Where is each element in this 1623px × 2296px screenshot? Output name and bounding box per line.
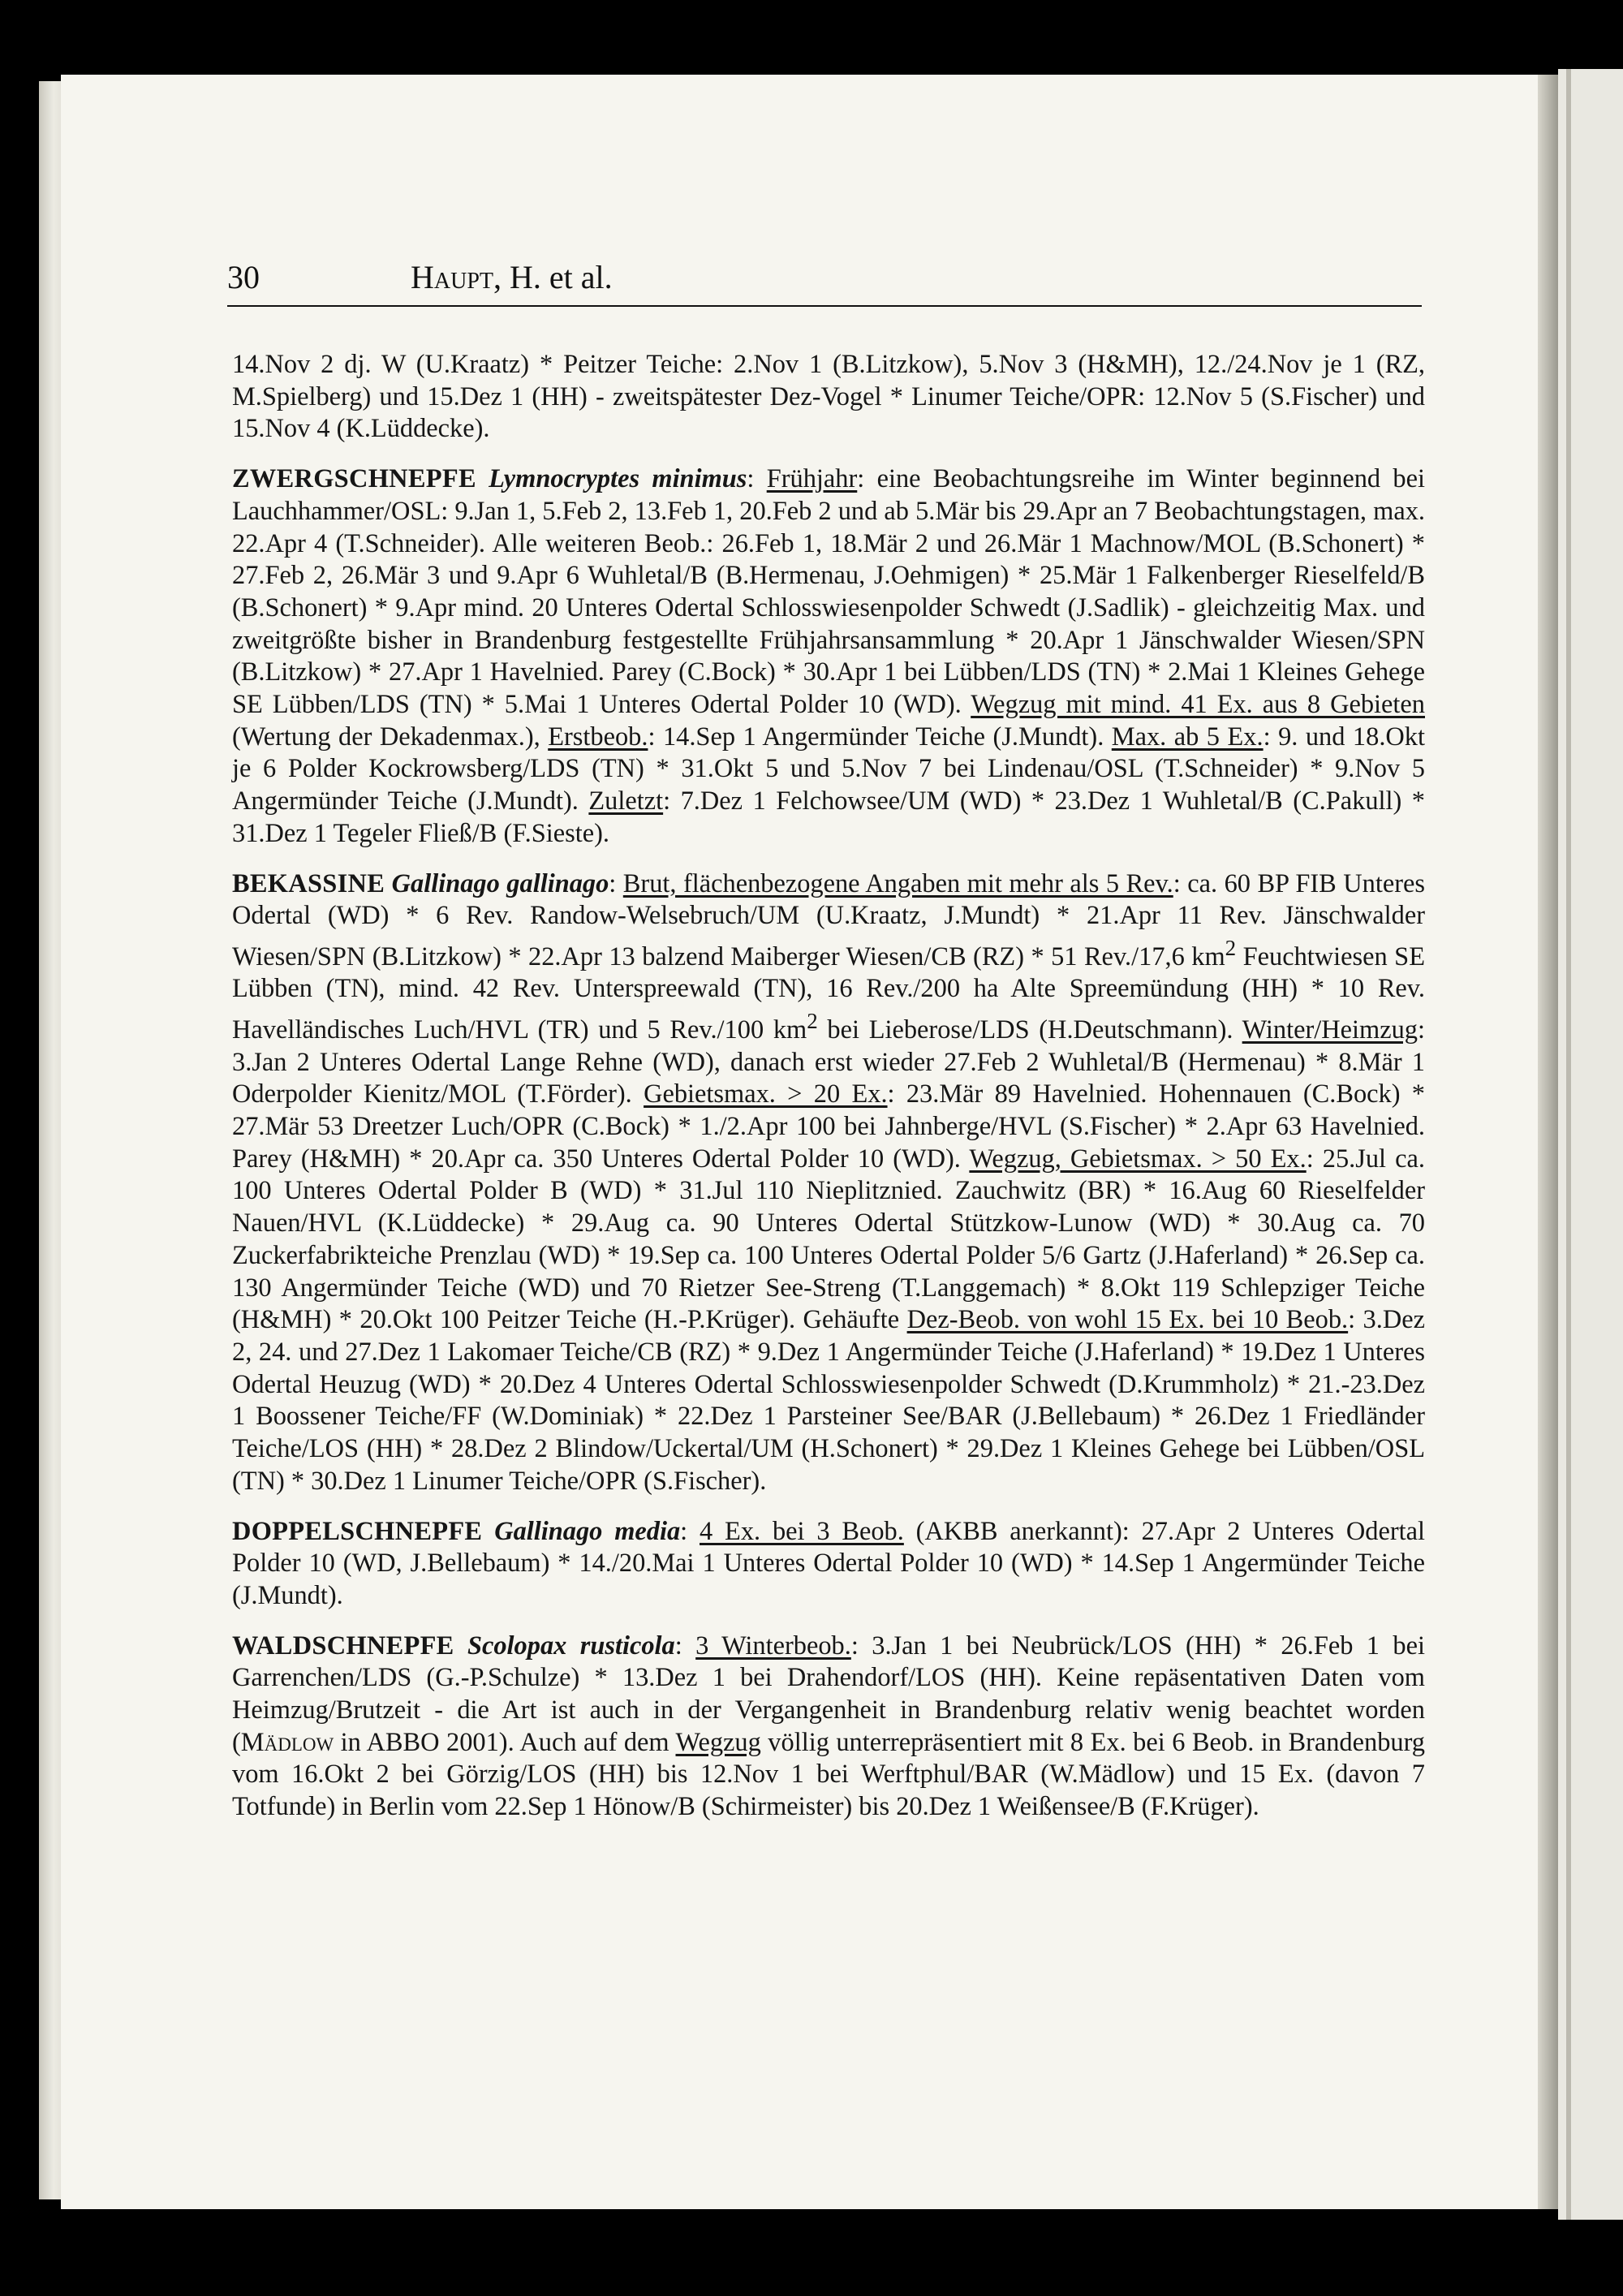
species-latin-name: Gallinago media xyxy=(494,1516,681,1546)
species-name: ZWERGSCHNEPFE xyxy=(232,464,476,494)
section-label: Erstbeob. xyxy=(548,722,648,752)
section-label: Wegzug mit mind. 41 Ex. aus 8 Gebieten xyxy=(971,690,1425,720)
citation-author: Mädlow xyxy=(240,1727,334,1757)
paragraph-continuation xyxy=(232,349,1425,446)
section-label: 3 Winterbeob. xyxy=(695,1630,851,1661)
section-label: Dez-Beob. von wohl 15 Ex. bei 10 Beob. xyxy=(906,1305,1349,1335)
entry-text: : ca. 60 BP FIB Unteres Odertal (WD) * 6 Rev. Randow-Welsebruch/UM (U.Kraatz, J.Mundt) * 21.Apr 11 Rev. Jänschwalder Wiesen/SPN (B.Litzkow) * 22.Apr 13 balzend Maiberger Wiesen/CB (RZ) * 51 Rev./17,6 km xyxy=(232,868,1425,971)
entry-text: (Wertung der Dekadenmax.), xyxy=(232,722,549,752)
page-gutter-shadow xyxy=(1538,75,1558,2209)
section-label: Frühjahr xyxy=(766,464,858,494)
section-label: Winter/Heimzug xyxy=(1242,1014,1418,1045)
entry-text: (AKBB anerkannt): 27.Apr 2 Unteres Odertal Polder 10 (WD, J.Bellebaum) * 14./20.Mai 1 Unteres Odertal Polder 10 (WD) * 14.Sep 1 Angermünder Teiche (J.Mundt). xyxy=(232,1516,1425,1610)
entry-text: : 3.Jan 2 Unteres Odertal Lange Rehne (WD), danach erst wieder 27.Feb 2 Wuhletal/B (Hermenau) * 8.Mär 1 Oderpolder Kienitz/MOL (T.Förder). xyxy=(232,1014,1425,1109)
entry-text: in ABBO 2001). Auch auf dem xyxy=(334,1727,676,1757)
species-latin-name: Lymnocryptes minimus xyxy=(489,464,747,494)
entry-text: : 14.Sep 1 Angermünder Teiche (J.Mundt). xyxy=(648,722,1112,752)
species-entry-doppelschnepfe: DOPPELSCHNEPFE Gallinago media: 4 Ex. bei 3 Beob. (AKBB anerkannt): 27.Apr 2 Unteres Odertal Polder 10 (WD, J.Bellebaum) * 14./20.Mai 1 Unteres Odertal Polder 10 (WD) * 14.Sep 1 Angermünder Teiche (J.Mundt). xyxy=(232,1516,1425,1610)
entry-text: : eine Beobachtungsreihe im Winter beginnend bei Lauchhammer/OSL: 9.Jan 1, 5.Feb 2, 13.Feb 1, 20.Feb 2 und ab 5.Mär bis 29.Apr an 7 Beobachtungstagen, max. 22.Apr 4 (T.Schneider). Alle weiteren Beob.: 26.Feb 1, 18.Mär 2 und 26.Mär 1 Machnow/MOL (B.Schonert) * 27.Feb 2, 26.Mär 3 und 9.Apr 6 Wuhletal/B (B.Hermenau, J.Oehmigen) * 25.Mär 1 Falkenberger Rieselfeld/B (B.Schonert) * 9.Apr mind. 20 Unteres Odertal Schlosswiesenpolder Schwedt (J.Sadlik) - gleichzeitig Max. und zweitgrößte bisher in Brandenburg festgestellte Frühjahrsansammlung * 20.Apr 1 Jänschwalder Wiesen/SPN (B.Litzkow) * 27.Apr 1 Havelnied. Parey (C.Bock) * 30.Apr 1 bei Lübben/LDS (TN) * 2.Mai 1 Kleines Gehege SE Lübben/LDS (TN) * 5.Mai 1 Unteres Odertal Polder 10 (WD). xyxy=(232,464,1425,720)
species-entry-bekassine: BEKASSINE Gallinago gallinago: Brut, flächenbezogene Angaben mit mehr als 5 Rev.: ca. 60 BP FIB Unteres Odertal (WD) * 6 Rev. Randow-Welsebruch/UM (U.Kraatz, J.Mundt) * 21.Apr 11 Rev. Jänschwalder Wiesen/SPN (B.Litzkow) * 22.Apr 13 balzend Maiberger Wiesen/CB (RZ) * 51 Rev./17,6 $km^2$ Feuchtwiesen SE Lübben (TN), mind. 42 Rev. Unterspreewald (TN), 16 Rev./200 ha Alte Spreemündung (HH) * 10 Rev. Havelländisches Luch/HVL (TR) und 5 Rev./100 $km^2$ bei Lieberose/LDS (H.Deutschmann). Winter/Heimzug: 3.Jan 2 Unteres Odertal Lange Rehne (WD), danach erst wieder 27.Feb 2 Wuhletal/B (Hermenau) * 8.Mär 1 Oderpolder Kienitz/MOL (T.Förder). Gebietsmax. > 20 Ex.: 23.Mär 89 Havelnied. Hohennauen (C.Bock) * 27.Mär 53 Dreetzer Luch/OPR (C.Bock) * 1./2.Apr 100 bei Jahnberge/HVL (S.Fischer) * 2.Apr 63 Havelnied. Parey (H&MH) * 20.Apr ca. 350 Unteres Odertal Polder 10 (WD). Wegzug, Gebietsmax. > 50 Ex.: 25.Jul ca. 100 Unteres Odertal Polder B (WD) * 31.Jul 110 Nieplitznied. Zauchwitz (BR) * 16.Aug 60 Rieselfelder Nauen/HVL (K.Lüddecke) * 29.Aug ca. 90 Unteres Odertal Stützkow-Lunow (WD) * 30.Aug ca. 70 Zuckerfabrikteiche Prenzlau (WD) * 19.Sep ca. 100 Unteres Odertal Polder 5/6 Gartz (J.Haferland) * 26.Sep ca. 130 Angermünder Teiche (WD) und 70 Rietzer See-Streng (T.Langgemach) * 8.Okt 119 Schlepziger Teiche (H&MH) * 20.Okt 100 Peitzer Teiche (H.-P.Krüger). Gehäufte Dez-Beob. von wohl 15 Ex. bei 10 Beob.: 3.Dez 2, 24. und 27.Dez 1 Lakomaer Teiche/CB (RZ) * 9.Dez 1 Angermünder Teiche (J.Haferland) * 19.Dez 1 Unteres Odertal Heuzug (WD) * 20.Dez 4 Unteres Odertal Schlosswiesenpolder Schwedt (D.Krummholz) * 21.-23.Dez 1 Boossener Teiche/FF (W.Dominiak) * 22.Dez 1 Parsteiner See/BAR (J.Bellebaum) * 26.Dez 1 Friedländer Teiche/LOS (HH) * 28.Dez 2 Blindow/Uckertal/UM (H.Schonert) * 29.Dez 1 Kleines Gehege bei Lübben/OSL (TN) * 30.Dez 1 Linumer Teiche/OPR (S.Fischer). xyxy=(232,868,1426,1496)
entry-text: : 3.Dez 2, 24. und 27.Dez 1 Lakomaer Teiche/CB (RZ) * 9.Dez 1 Angermünder Teiche (J.Haferland) * 19.Dez 1 Unteres Odertal Heuzug (WD) * 20.Dez 4 Unteres Odertal Schlosswiesenpolder Schwedt (D.Krummholz) * 21.-23.Dez 1 Boossener Teiche/FF (W.Dominiak) * 22.Dez 1 Parsteiner See/BAR (J.Bellebaum) * 26.Dez 1 Friedländer Teiche/LOS (HH) * 28.Dez 2 Blindow/Uckertal/UM (H.Schonert) * 29.Dez 1 Kleines Gehege bei Lübben/OSL (TN) * 30.Dez 1 Linumer Teiche/OPR (S.Fischer). xyxy=(232,1305,1425,1496)
species-name: DOPPELSCHNEPFE xyxy=(232,1516,483,1546)
species-name: WALDSCHNEPFE xyxy=(232,1630,454,1661)
section-label: 4 Ex. bei 3 Beob. xyxy=(700,1516,904,1546)
author-name: Haupt xyxy=(411,259,494,295)
entry-text: Feuchtwiesen SE Lübben (TN), mind. 42 Rev. Unterspreewald (TN), 16 Rev./200 ha Alte Spreemündung (HH) * 10 Rev. Havelländisches Luch/HVL (TR) und 5 Rev./100 km xyxy=(232,941,1425,1045)
entry-text: : 25.Jul ca. 100 Unteres Odertal Polder B (WD) * 31.Jul 110 Nieplitznied. Zauchwitz (BR) * 16.Aug 60 Rieselfelder Nauen/HVL (K.Lüddecke) * 29.Aug ca. 90 Unteres Odertal Stützkow-Lunow (WD) * 30.Aug ca. 70 Zuckerfabrikteiche Prenzlau (WD) * 19.Sep ca. 100 Unteres Odertal Polder 5/6 Gartz (J.Haferland) * 26.Sep ca. 130 Angermünder Teiche (WD) und 70 Rietzer See-Streng (T.Langgemach) * 8.Okt 119 Schlepziger Teiche (H&MH) * 20.Okt 100 Peitzer Teiche (H.-P.Krüger). Gehäufte xyxy=(232,1144,1425,1335)
section-label: Zuletzt xyxy=(588,786,664,816)
species-entry-zwergschnepfe: ZWERGSCHNEPFE Lymnocryptes minimus: Frühjahr: eine Beobachtungsreihe im Winter beginnend bei Lauchhammer/OSL: 9.Jan 1, 5.Feb 2, 13.Feb 1, 20.Feb 2 und ab 5.Mär bis 29.Apr an 7 Beobachtungstagen, max. 22.Apr 4 (T.Schneider). Alle weiteren Beob.: 26.Feb 1, 18.Mär 2 und 26.Mär 1 Machnow/MOL (B.Schonert) * 27.Feb 2, 26.Mär 3 und 9.Apr 6 Wuhletal/B (B.Hermenau, J.Oehmigen) * 25.Mär 1 Falkenberger Rieselfeld/B (B.Schonert) * 9.Apr mind. 20 Unteres Odertal Schlosswiesenpolder Schwedt (J.Sadlik) - gleichzeitig Max. und zweitgrößte bisher in Brandenburg festgestellte Frühjahrsansammlung * 20.Apr 1 Jänschwalder Wiesen/SPN (B.Litzkow) * 27.Apr 1 Havelnied. Parey (C.Bock) * 30.Apr 1 bei Lübben/LDS (TN) * 2.Mai 1 Kleines Gehege SE Lübben/LDS (TN) * 5.Mai 1 Unteres Odertal Polder 10 (WD). Wegzug mit mind. 41 Ex. aus 8 Gebieten (Wertung der Dekadenmax.), Erstbeob.: 14.Sep 1 Angermünder Teiche (J.Mundt). Max. ab 5 Ex.: 9. und 18.Okt je 6 Polder Kockrowsberg/LDS (TN) * 31.Okt 5 und 5.Nov 7 bei Lindenau/OSL (T.Schneider) * 9.Nov 5 Angermünder Teiche (J.Mundt). Zuletzt: 7.Dez 1 Felchowsee/UM (WD) * 23.Dez 1 Wuhletal/B (C.Pakull) * 31.Dez 1 Tegeler Fließ/B (F.Sieste). xyxy=(232,464,1426,848)
species-latin-name: Scolopax rusticola xyxy=(467,1630,675,1661)
facing-page-sliver xyxy=(1566,69,1571,2220)
section-label: Wegzug, Gebietsmax. > 50 Ex. xyxy=(969,1144,1307,1174)
page-number: 30 xyxy=(227,259,260,295)
entry-text: : 3.Jan 1 bei Neubrück/LOS (HH) * 26.Feb 1 bei Garrenchen/LDS (G.-P.Schulze) * 13.Dez 1 bei Drahendorf/LOS (HH). Keine repäsentativen Daten vom Heimzug/Brutzeit - die Art ist auch in der Vergangenheit in Brandenburg relativ wenig beachtet worden ( xyxy=(232,1630,1425,1757)
author-suffix: , H. et al. xyxy=(493,259,613,295)
superscript: 2 xyxy=(1225,935,1237,960)
entry-text: : 9. und 18.Okt je 6 Polder Kockrowsberg/LDS (TN) * 31.Okt 5 und 5.Nov 7 bei Lindenau/OSL (T.Schneider) * 9.Nov 5 Angermünder Teiche (J.Mundt). xyxy=(232,722,1425,816)
entry-text: bei Lieberose/LDS (H.Deutschmann). xyxy=(817,1014,1242,1045)
species-latin-name: Gallinago gallinago xyxy=(391,868,609,898)
article-body xyxy=(232,349,1425,1842)
species-entry-waldschnepfe: WALDSCHNEPFE Scolopax rusticola: 3 Winterbeob.: 3.Jan 1 bei Neubrück/LOS (HH) * 26.Feb 1 bei Garrenchen/LDS (G.-P.Schulze) * 13.Dez 1 bei Drahendorf/LOS (HH). Keine repäsentativen Daten vom Heimzug/Brutzeit - die Art ist auch in der Vergangenheit in Brandenburg relativ wenig beachtet worden (Mädlow in ABBO 2001). Auch auf dem Wegzug völlig unterrepräsentiert mit 8 Ex. bei 6 Beob. in Brandenburg vom 16.Okt 2 bei Görzig/LOS (HH) bis 12.Nov 1 bei Werftphul/BAR (W.Mädlow) und 15 Ex. (davon 7 Totfunde) in Berlin vom 22.Sep 1 Hönow/B (Schirmeister) bis 20.Dez 1 Weißensee/B (F.Krüger). xyxy=(232,1630,1425,1822)
section-label: Max. ab 5 Ex. xyxy=(1111,722,1264,752)
running-header xyxy=(227,258,1422,307)
section-label: Wegzug xyxy=(675,1727,761,1757)
section-label: Brut, flächenbezogene Angaben mit mehr als 5 Rev. xyxy=(622,868,1173,898)
entry-text: : 7.Dez 1 Felchowsee/UM (WD) * 23.Dez 1 Wuhletal/B (C.Pakull) * 31.Dez 1 Tegeler Fließ/B (F.Sieste). xyxy=(232,786,1426,848)
entry-text: völlig unterrepräsentiert mit 8 Ex. bei 6 Beob. in Brandenburg vom 16.Okt 2 bei Görzig/LOS (HH) bis 12.Nov 1 bei Werftphul/BAR (W.Mädlow) und 15 Ex. (davon 7 Totfunde) in Berlin vom 22.Sep 1 Hönow/B (Schirmeister) bis 20.Dez 1 Weißensee/B (F.Krüger). xyxy=(232,1727,1425,1822)
running-title xyxy=(411,258,613,296)
entry-text: : 23.Mär 89 Havelnied. Hohennauen (C.Bock) * 27.Mär 53 Dreetzer Luch/OPR (C.Bock) * 1./2.Apr 100 bei Jahnberge/HVL (S.Fischer) * 2.Apr 63 Havelnied. Parey (H&MH) * 20.Apr ca. 350 Unteres Odertal Polder 10 (WD). xyxy=(232,1079,1426,1174)
superscript: 2 xyxy=(807,1009,818,1034)
species-name: BEKASSINE xyxy=(232,868,385,898)
paragraph-text: 14.Nov 2 dj. W (U.Kraatz) * Peitzer Teiche: 2.Nov 1 (B.Litzkow), 5.Nov 3 (H&MH), 12./24.Nov je 1 (RZ, M.Spielberg) und 15.Dez 1 (HH) - zweitspätester Dez-Vogel * Linumer Teiche/OPR: 12.Nov 5 (S.Fischer) und 15.Nov 4 (K.Lüddecke). xyxy=(232,350,1425,444)
page-stack-edge xyxy=(39,81,63,2199)
section-label: Gebietsmax. > 20 Ex. xyxy=(644,1079,888,1109)
